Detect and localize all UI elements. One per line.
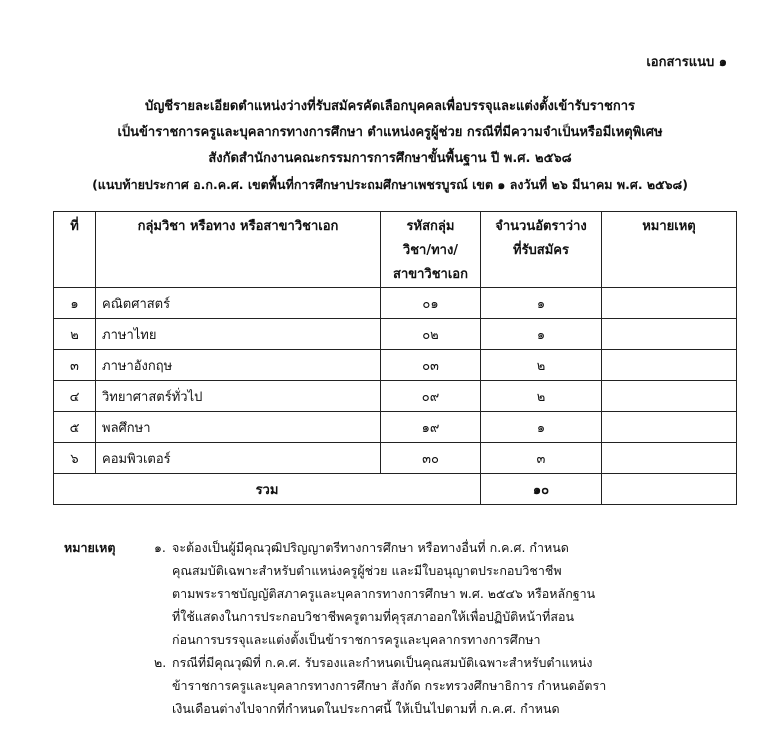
table-row <box>54 319 737 350</box>
table-row <box>54 288 737 319</box>
row-no: ๑ <box>54 288 96 319</box>
row-subject: ภาษาอังกฤษ <box>96 350 381 381</box>
row-subject: พลศึกษา <box>96 412 381 443</box>
header-no: ที่ <box>54 212 96 288</box>
remark-line: ข้าราชการครูและบุคลากรทางการศึกษา สังกัด กระทรวงศึกษาธิการ กำหนดอัตรา <box>172 678 607 693</box>
header-code-line-2: วิชา/ทาง/ <box>402 243 459 258</box>
table-row <box>54 412 737 443</box>
row-no: ๕ <box>54 412 96 443</box>
table-row <box>54 381 737 412</box>
header-subject: กลุ่มวิชา หรือทาง หรือสาขาวิชาเอก <box>96 212 381 288</box>
header-code-line-1: รหัสกลุ่ม <box>406 219 455 234</box>
remark-item-2 <box>154 651 714 720</box>
heading-line-2: เป็นข้าราชการครูและบุคลากรทางการศึกษา ตำแหน่งครูผู้ช่วย กรณีที่มีความจำเป็นหรือมีเหตุพิเศษ <box>117 125 663 140</box>
heading-line-3: สังกัดสำนักงานคณะกรรมการการศึกษาขั้นพื้นฐาน ปี พ.ศ. ๒๕๖๘ <box>208 151 572 166</box>
table-total-row <box>54 474 737 505</box>
remark-number: ๑. <box>154 540 166 555</box>
total-note <box>602 474 737 505</box>
heading-line-1: บัญชีรายละเอียดตำแหน่งว่างที่รับสมัครคัดเลือกบุคคลเพื่อบรรจุและแต่งตั้งเข้ารับราชการ <box>144 99 636 114</box>
header-code <box>381 212 481 288</box>
table-header-row <box>54 212 737 288</box>
row-code: ๐๒ <box>381 319 481 350</box>
row-vacancy: ๒ <box>481 381 602 412</box>
total-label: รวม <box>54 474 481 505</box>
row-no: ๖ <box>54 443 96 474</box>
table-row <box>54 350 737 381</box>
remark-line: ก่อนการบรรจุและแต่งตั้งเป็นข้าราชการครูและบุคลากรทางการศึกษา <box>172 632 541 647</box>
row-no: ๓ <box>54 350 96 381</box>
row-note <box>602 412 737 443</box>
row-subject: วิทยาศาสตร์ทั่วไป <box>96 381 381 412</box>
row-note <box>602 350 737 381</box>
remarks-label: หมายเหตุ <box>64 540 116 555</box>
header-vacancy-line-2: ที่รับสมัคร <box>513 243 569 258</box>
remark-line: คุณสมบัติเฉพาะสำหรับตำแหน่งครูผู้ช่วย และมีใบอนุญาตประกอบวิชาชีพ <box>172 563 562 578</box>
header-vacancy-line-1: จำนวนอัตราว่าง <box>495 219 587 234</box>
row-vacancy: ๑ <box>481 412 602 443</box>
row-vacancy: ๑ <box>481 288 602 319</box>
row-vacancy: ๓ <box>481 443 602 474</box>
table-row <box>54 443 737 474</box>
header-vacancy <box>481 212 602 288</box>
row-subject: คอมพิวเตอร์ <box>96 443 381 474</box>
row-no: ๔ <box>54 381 96 412</box>
remark-line: ที่ใช้แสดงในการประกอบวิชาชีพครูตามที่คุรุสภาออกให้เพื่อปฏิบัติหน้าที่สอน <box>172 609 575 624</box>
row-code: ๐๓ <box>381 350 481 381</box>
remark-line: กรณีที่มีคุณวุฒิที่ ก.ค.ศ. รับรองและกำหนดเป็นคุณสมบัติเฉพาะสำหรับตำแหน่ง <box>172 655 593 670</box>
header-code-line-3: สาขาวิชาเอก <box>393 267 468 282</box>
vacancy-table <box>53 211 737 505</box>
remark-item-1 <box>154 536 714 651</box>
row-no: ๒ <box>54 319 96 350</box>
row-note <box>602 319 737 350</box>
row-code: ๓๐ <box>381 443 481 474</box>
row-note <box>602 443 737 474</box>
remark-number: ๒. <box>154 655 167 670</box>
row-note <box>602 288 737 319</box>
total-value: ๑๐ <box>481 474 602 505</box>
document-heading <box>40 94 740 198</box>
attachment-label: เอกสารแนบ ๑ <box>646 55 727 70</box>
row-note <box>602 381 737 412</box>
remark-line: จะต้องเป็นผู้มีคุณวุฒิปริญญาตรีทางการศึกษา หรือทางอื่นที่ ก.ค.ศ. กำหนด <box>172 540 569 555</box>
row-code: ๑๙ <box>381 412 481 443</box>
remark-line: ตามพระราชบัญญัติสภาครูและบุคลากรทางการศึกษา พ.ศ. ๒๕๔๖ หรือหลักฐาน <box>172 586 596 601</box>
row-vacancy: ๒ <box>481 350 602 381</box>
row-code: ๐๙ <box>381 381 481 412</box>
heading-line-4: (แนบท้ายประกาศ อ.ก.ค.ศ. เขตพื้นที่การศึกษาประถมศึกษาเพชรบูรณ์ เขต ๑ ลงวันที่ ๒๖ มีนาคม พ.ศ. ๒๕๖๘) <box>92 177 688 192</box>
header-note: หมายเหตุ <box>602 212 737 288</box>
row-code: ๐๑ <box>381 288 481 319</box>
row-subject: คณิตศาสตร์ <box>96 288 381 319</box>
remark-line: เงินเดือนต่างไปจากที่กำหนดในประกาศนี้ ให้เป็นไปตามที่ ก.ค.ศ. กำหนด <box>172 701 560 716</box>
row-vacancy: ๑ <box>481 319 602 350</box>
row-subject: ภาษาไทย <box>96 319 381 350</box>
